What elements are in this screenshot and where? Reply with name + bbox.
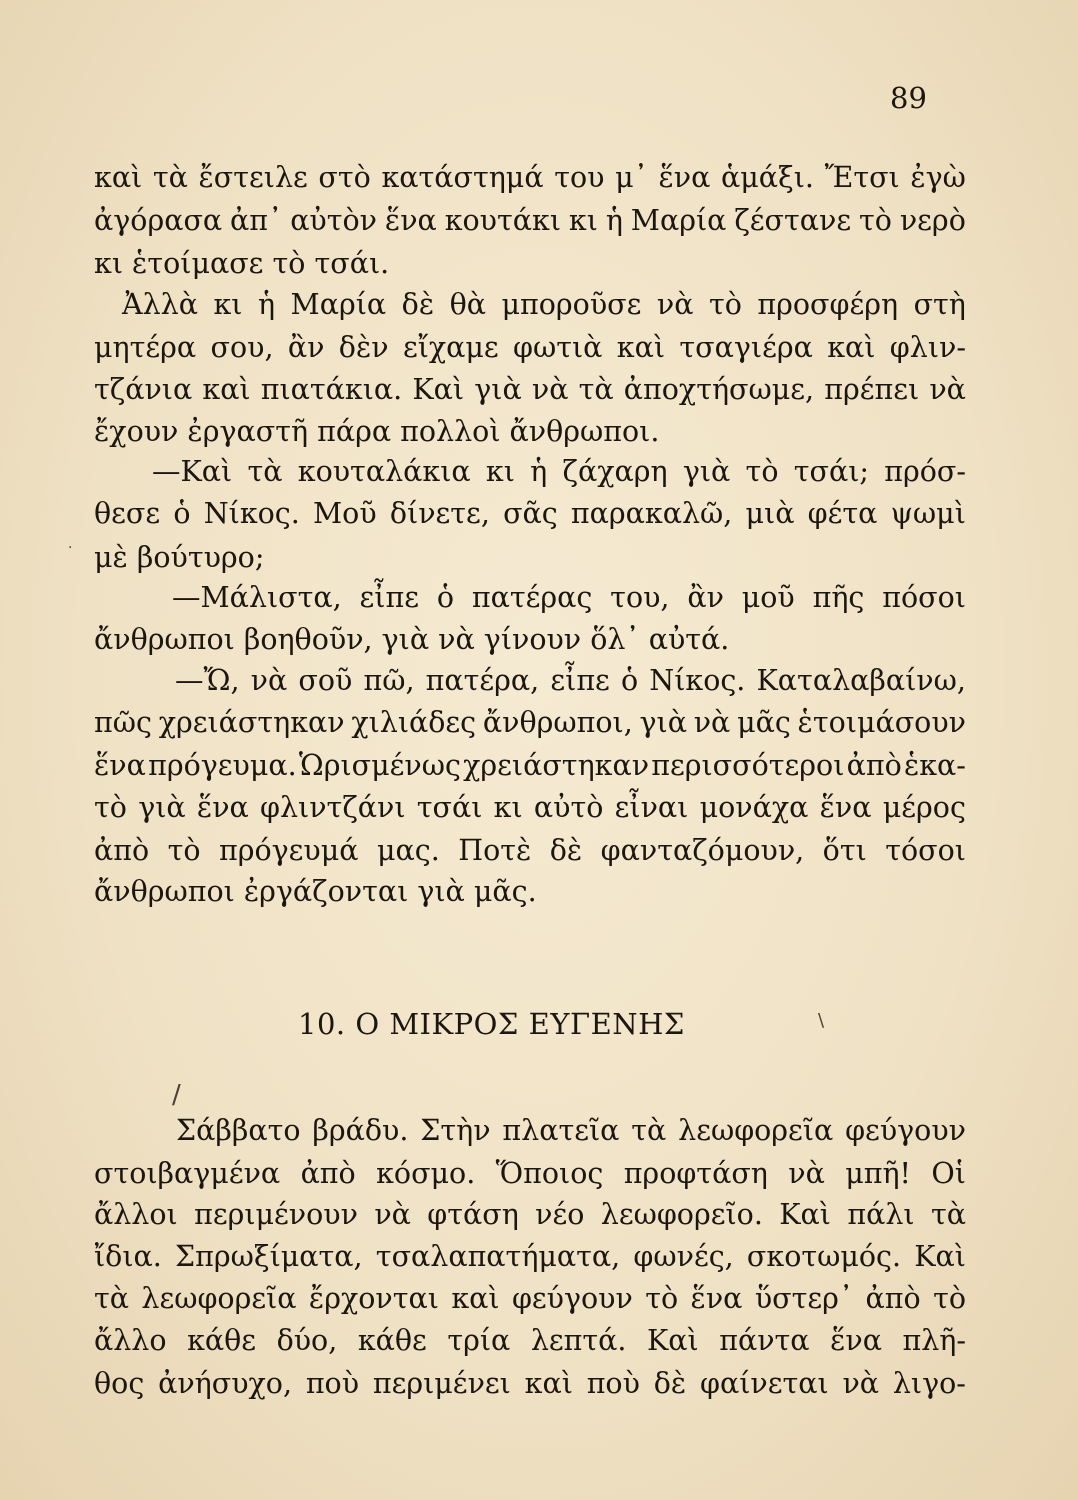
margin-dot-mark: · — [68, 540, 73, 556]
text-line: τὸ γιὰ ἕνα φλιντζάνι τσάι κι αὐτὸ εἶναι μονάχα ἕνα μέρος — [94, 791, 966, 824]
chapter-text-line: ἄλλοι περιμένουν νὰ φτάση νέο λεωφορεῖο. Καὶ πάλι τὰ — [94, 1198, 966, 1231]
text-line: —Μάλιστα, εἶπε ὁ πατέρας του, ἂν μοῦ πῆς πόσοι — [172, 581, 966, 614]
text-line: μητέρα σου, ἂν δὲν εἴχαμε φωτιὰ καὶ τσαγιέρα καὶ φλιν- — [94, 331, 966, 364]
chapter-text-line: ἄλλο κάθε δύο, κάθε τρία λεπτά. Καὶ πάντα ἕνα πλῆ- — [94, 1324, 966, 1357]
chapter-text-line: Σάββατο βράδυ. Στὴν πλατεῖα τὰ λεωφορεῖα φεύγουν — [176, 1114, 966, 1147]
text-line: πῶς χρειάστηκαν χιλιάδες ἄνθρωποι, γιὰ νὰ μᾶς ἑτοιμάσουν — [94, 706, 966, 739]
chapter-text-line: στοιβαγμένα ἀπὸ κόσμο. Ὅποιος προφτάση νὰ μπῆ! Οἱ — [94, 1157, 966, 1190]
text-line: ἔχουν ἐργαστῆ πάρα πολλοὶ ἄνθρωποι. — [94, 415, 660, 448]
text-line: καὶ τὰ ἔστειλε στὸ κατάστημά του μ᾿ ἕνα ἁμάξι. Ἔτσι ἐγὼ — [94, 161, 966, 194]
text-line: θεσε ὁ Νίκος. Μοῦ δίνετε, σᾶς παρακαλῶ, μιὰ φέτα ψωμὶ — [94, 497, 966, 530]
chapter-text-line: τὰ λεωφορεῖα ἔρχονται καὶ φεύγουν τὸ ἕνα ὕστερ᾿ ἀπὸ τὸ — [94, 1282, 966, 1315]
text-line: ἄνθρωποι ἐργάζονται γιὰ μᾶς. — [94, 875, 537, 908]
text-line: ἀπὸ τὸ πρόγευμά μας. Ποτὲ δὲ φανταζόμουν, ὅτι τόσοι — [94, 834, 966, 867]
text-line: μὲ βούτυρο; — [94, 541, 265, 574]
text-line: —Καὶ τὰ κουταλάκια κι ἡ ζάχαρη γιὰ τὸ τσάι; πρόσ- — [152, 455, 966, 488]
chapter-text-line: ἴδια. Σπρωξίματα, τσαλαπατήματα, φωνές, σκοτωμός. Καὶ — [94, 1240, 966, 1273]
chapter-text-line: θος ἀνήσυχο, ποὺ περιμένει καὶ ποὺ δὲ φαίνεται νὰ λιγο- — [94, 1367, 966, 1400]
text-line: ἕνα πρόγευμα. Ὡρισμένως χρειάστηκαν περισσότεροι ἀπὸ ἑκα- — [94, 749, 966, 782]
page-number: 89 — [890, 81, 927, 115]
text-line: κι ἑτοίμασε τὸ τσάι. — [94, 247, 390, 280]
text-line: τζάνια καὶ πιατάκια. Καὶ γιὰ νὰ τὰ ἀποχτήσωμε, πρέπει νὰ — [94, 373, 966, 406]
chapter-title: 10. Ο ΜΙΚΡΟΣ ΕΥΓΕΝΗΣ — [298, 1007, 685, 1041]
text-line: ἄνθρωποι βοηθοῦν, γιὰ νὰ γίνουν ὅλ᾿ αὐτά. — [94, 623, 730, 656]
pencil-check-mark: / — [172, 1080, 181, 1110]
text-line: —Ὤ, νὰ σοῦ πῶ, πατέρα, εἶπε ὁ Νίκος. Καταλαβαίνω, — [175, 664, 966, 697]
text-line: Ἀλλὰ κι ἡ Μαρία δὲ θὰ μποροῦσε νὰ τὸ προσφέρη στὴ — [122, 288, 966, 321]
text-line: ἀγόρασα ἀπ᾿ αὐτὸν ἕνα κουτάκι κι ἡ Μαρία ζέστανε τὸ νερὸ — [94, 204, 966, 237]
pencil-tick-mark: \ — [818, 1010, 825, 1031]
